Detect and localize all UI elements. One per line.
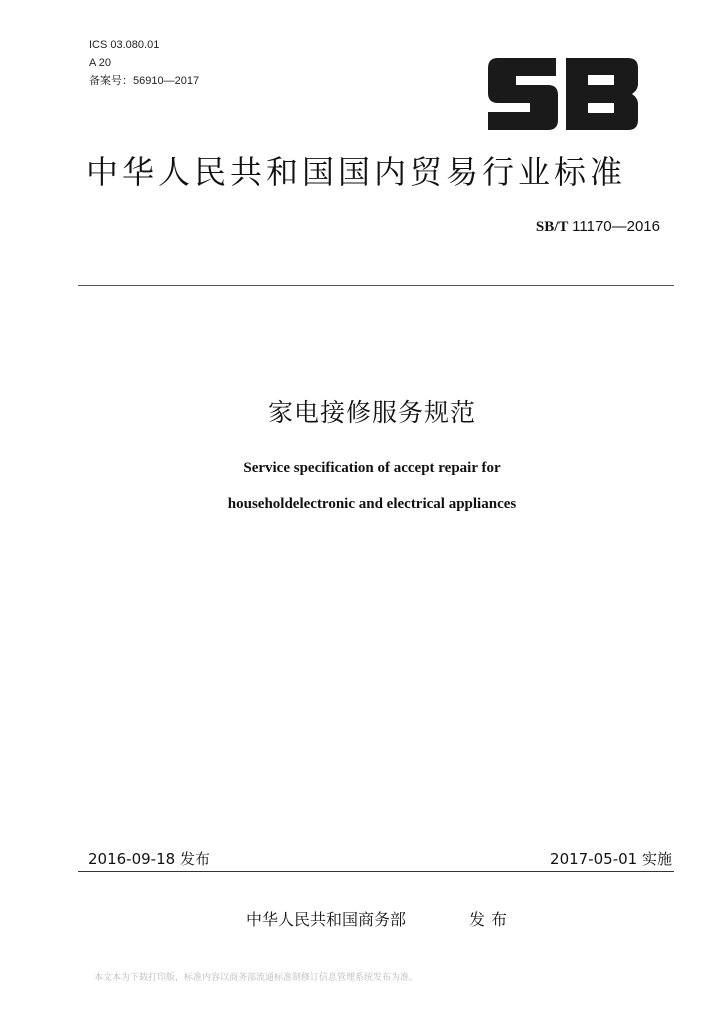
sb-logo bbox=[484, 54, 642, 134]
standard-code: 11170—2016 bbox=[572, 218, 660, 235]
logo-letter-b bbox=[566, 58, 638, 130]
issuer-action: 发布 bbox=[469, 910, 514, 929]
issuing-authority-title: 中华人民共和国国内贸易行业标准 bbox=[86, 153, 627, 191]
issue-date: 2016-09-18 发布 bbox=[88, 850, 210, 868]
document-title-english-line2: householdelectronic and electrical appliances bbox=[227, 496, 517, 512]
document-title-english-line1: Service specification of accept repair for bbox=[243, 460, 501, 476]
logo-letter-s bbox=[488, 58, 558, 130]
header-divider bbox=[78, 285, 674, 286]
standard-prefix: SB/T bbox=[535, 219, 569, 235]
download-notice: 本文本为下载打印版，标准内容以商务部流通标准制修订信息管理系统发布为准。 bbox=[94, 973, 419, 983]
effective-date: 2017-05-01 实施 bbox=[550, 850, 672, 868]
classification-code: A 20 bbox=[89, 57, 112, 69]
ics-code: ICS 03.080.01 bbox=[89, 39, 160, 51]
document-title-chinese: 家电接修服务规范 bbox=[267, 398, 476, 427]
footer-divider bbox=[78, 871, 674, 872]
filing-number: 备案号：56910—2017 bbox=[89, 75, 200, 87]
standard-number bbox=[536, 218, 660, 236]
issuer-name: 中华人民共和国商务部 bbox=[246, 910, 407, 929]
